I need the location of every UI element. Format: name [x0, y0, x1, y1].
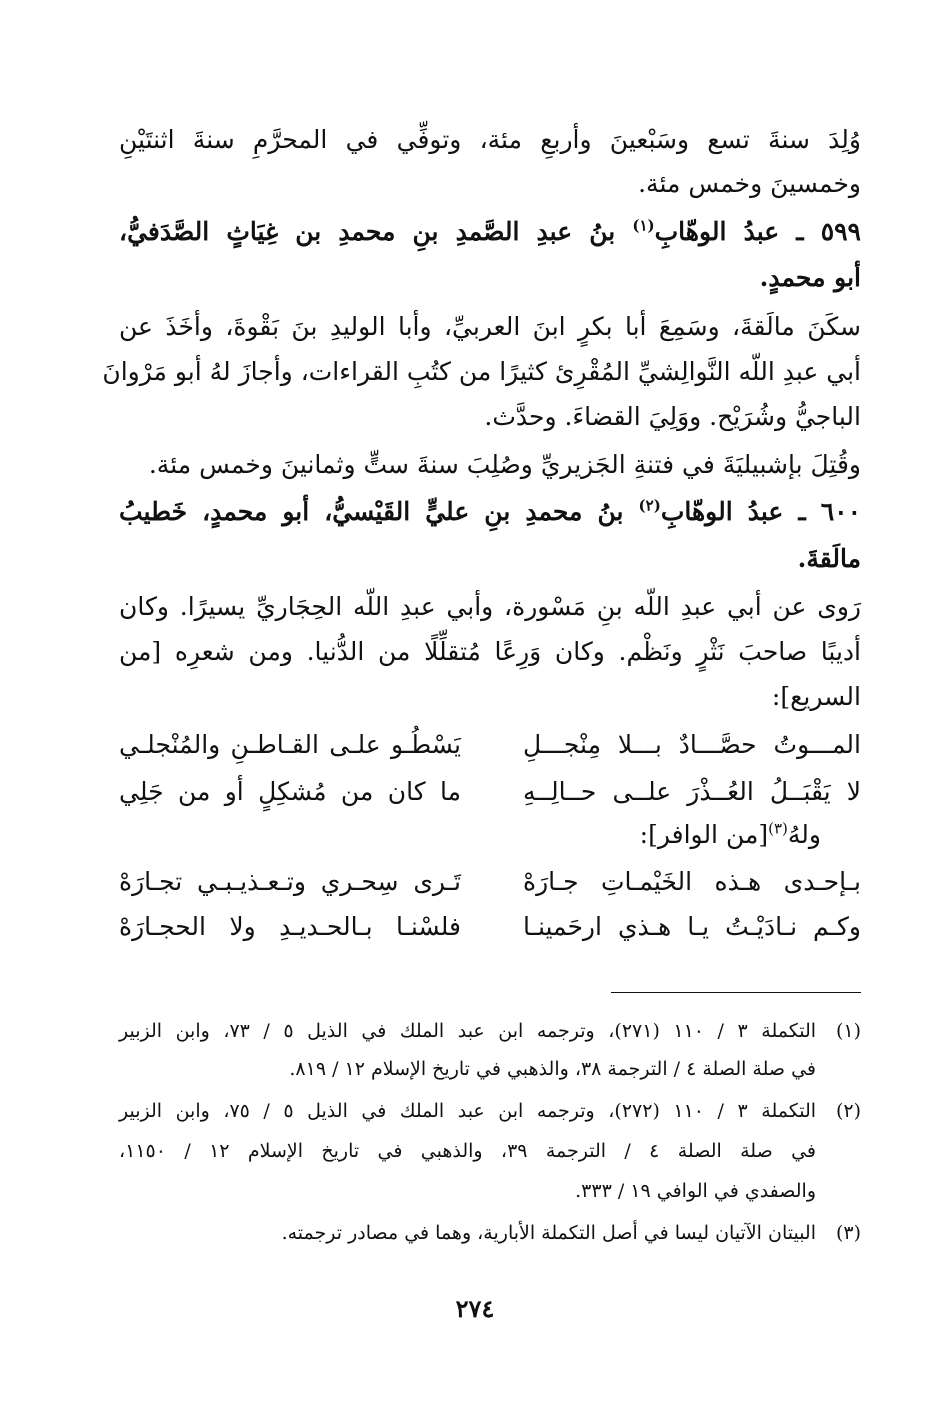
footnote-line: والصفدي في الوافي ١٩ / ٣٣٣. — [575, 1180, 816, 1202]
entry-heading — [119, 490, 861, 534]
entry-heading-cont: مالَقةَ. — [797, 544, 861, 573]
body-line: وخمسينَ وخمس مئة. — [638, 169, 861, 198]
entry-heading-cont: أبو محمدٍ. — [759, 263, 861, 292]
body-line: أديبًا صاحبَ نَثْرٍ ونَظْم. وكان وَرِعًا مُتقلِّلًا من الدُّنيا. ومن شعرِه [من — [119, 637, 861, 666]
footnote-number: (٢) — [835, 1100, 861, 1122]
footnote-line: في صلة الصلة ٤ / الترجمة ٣٨، والذهبي في تاريخ الإسلام ١٢ / ٨١٩. — [289, 1058, 816, 1080]
footnote-line: التكملة ٣ / ١١٠ (٢٧١)، وترجمه ابن عبد الملك في الذيل ٥ / ٧٣، وابن الزبير — [119, 1020, 817, 1042]
body-line: وُلِدَ سنةَ تسع وسَبْعينَ وأربعِ مئة، وتوفِّي في المحرَّمِ سنةَ اثنتَيْنِ — [119, 125, 861, 154]
verse-first-hemistich: بـإحـدى هـذه الخَيْمـاتِ جـارَهْ — [523, 867, 861, 896]
footnote-line: في صلة الصلة ٤ / الترجمة ٣٩، والذهبي في تاريخ الإسلام ١٢ / ١١٥٠، — [119, 1140, 817, 1162]
footnote-ref: (١) — [632, 216, 655, 235]
footnote-line: التكملة ٣ / ١١٠ (٢٧٢)، وترجمه ابن عبد الملك في الذيل ٥ / ٧٥، وابن الزبير — [119, 1100, 817, 1122]
entry-heading — [119, 210, 861, 254]
page-number: ٢٧٤ — [455, 1294, 495, 1323]
body-line: رَوى عن أبي عبدِ اللّه بنِ مَسْورة، وأبي عبدِ اللّه الحِجَاريِّ يسيرًا. وكان — [119, 592, 861, 621]
body-line: سكَنَ مالَقةَ، وسَمِعَ أبا بكرٍ ابنَ العربيِّ، وأبا الوليدِ بنَ بَقْوةَ، وأخَذَ عن — [119, 312, 861, 341]
meter-label: [من الوافر]: — [639, 820, 769, 849]
verse-first-hemistich: المـــوتُ حصَّـــادٌ بـــلا مِنْجـــلِ — [523, 730, 861, 759]
entry-title: ٦٠٠ ـ عبدُ الوهّابِ — [660, 497, 862, 526]
footnote-separator — [611, 992, 861, 993]
entry-title-rest: بنُ محمدِ بنِ عليٍّ القَيْسيُّ، أبو محمدٍ، خَطيبُ — [119, 497, 639, 526]
verse-second-hemistich: يَسْطُـو علـى القـاطـنِ والمُنْجلـي — [119, 730, 461, 759]
verse-first-hemistich: لا يَقْبَــلُ العُــذْرَ علــى حــالِــهِ — [523, 777, 861, 806]
footnote-ref: (٢) — [638, 496, 661, 515]
footnote-number: (٣) — [835, 1222, 861, 1244]
body-line: وقُتِلَ بإشبيليَةَ في فتنةِ الجَزيريِّ وصُلِبَ سنةَ ستٍّ وثمانينَ وخمس مئة. — [148, 450, 861, 479]
verse-second-hemistich: فلسْنـا بـالحـديـدِ ولا الحجـارَهْ — [119, 912, 461, 941]
body-line: أبي عبدِ اللّه النَّوالِشيِّ المُقْرِئ كثيرًا من كتُبِ القراءات، وأجازَ لهُ أبو مَرْوانَ — [102, 357, 861, 386]
intro-text: ولهُ — [787, 820, 821, 849]
entry-title: ٥٩٩ ـ عبدُ الوهّابِ — [654, 217, 861, 246]
footnote-line: البيتان الآتيان ليسا في أصل التكملة الأبارية، وهما في مصادر ترجمته. — [281, 1222, 816, 1244]
verse-second-hemistich: تَـرى سِحـري وتـعـذيـبـي تجـارَهْ — [119, 867, 461, 896]
body-line — [119, 813, 821, 857]
verse-first-hemistich: وكـم نـادَيْـتُ يـا هـذي ارحَمينـا — [523, 912, 861, 941]
body-line: الباجيُّ وشُرَيْح. ووَلِيَ القضاءَ. وحدَّث. — [484, 402, 861, 431]
verse-second-hemistich: ما كان من مُشكِلٍ أو من جَلِي — [119, 777, 461, 806]
entry-title-rest: بنُ عبدِ الصَّمدِ بنِ محمدِ بن غِيَاثٍ الصَّدَفيُّ، — [119, 217, 633, 246]
body-line: السريع]: — [771, 682, 861, 711]
footnote-ref: (٣) — [768, 819, 788, 838]
footnote-number: (١) — [835, 1020, 861, 1042]
